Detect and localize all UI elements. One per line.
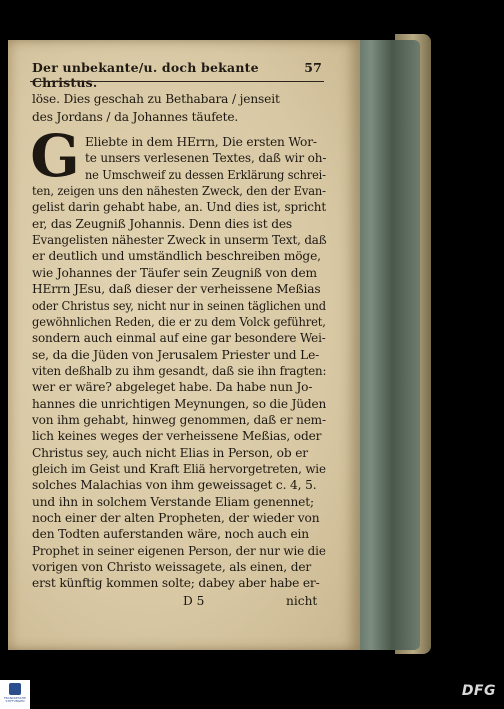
- text-line: gleich im Geist und Kraft Eliä hervorgetreten, wie: [32, 462, 326, 476]
- text-line: den Todten auferstanden wäre, noch auch ein: [32, 527, 309, 542]
- text-line: noch einer der alten Propheten, der wieder von: [32, 511, 320, 526]
- page-block-edge: [350, 40, 420, 650]
- text-line: se, da die Jüden von Jerusalem Priester und Le-: [32, 347, 320, 362]
- text-line: er, das Zeugniß Johannis. Denn dies ist des: [32, 216, 293, 231]
- text-line: wer er wäre? abgeleget habe. Da habe nun Jo-: [32, 380, 313, 395]
- page-number: 57: [304, 60, 322, 75]
- text-line: HErrn JEsu, daß dieser der verheissene Meßias: [32, 282, 321, 297]
- intro-line: löse. Dies geschah zu Bethabara / jenseit: [32, 92, 280, 106]
- running-title: Der unbekante/u. doch bekante Christus.: [32, 60, 259, 90]
- signature-mark: D 5: [183, 594, 205, 608]
- library-logo: [0, 680, 30, 709]
- text-line: Eliebte in dem HErrn, Die ersten Wor-: [85, 135, 317, 149]
- text-line: Christus sey, auch nicht Elias in Person, ob er: [32, 445, 308, 460]
- text-line: er deutlich und umständlich beschreiben möge,: [32, 249, 321, 264]
- text-line: lich keines weges der verheissene Meßias, oder: [32, 429, 322, 444]
- text-line: ne Umschweif zu dessen Erklärung schrei-: [85, 167, 326, 182]
- text-line: von ihm gehabt, hinweg genommen, daß er nem-: [32, 412, 326, 427]
- catchword: nicht: [286, 594, 318, 608]
- header-rule: [30, 81, 324, 82]
- text-line: viten deßhalb zu ihm gesandt, daß sie ihn fragten:: [32, 363, 327, 378]
- text-line: Evangelisten nähester Zweck in unserm Text, daß: [32, 233, 327, 248]
- dfg-logo: DFG: [461, 683, 496, 699]
- text-line: und ihn in solchem Verstande Eliam genennet;: [32, 494, 314, 509]
- text-line: erst künftig kommen solte; dabey aber habe er-: [32, 576, 320, 591]
- running-header: [32, 60, 322, 90]
- decorative-initial: G: [30, 122, 80, 190]
- text-line: solches Malachias von ihm geweissaget c. 4, 5.: [32, 478, 317, 493]
- text-line: ten, zeigen uns den nähesten Zweck, den der Evan-: [32, 184, 326, 199]
- intro-line: des Jordans / da Johannes täufete.: [32, 110, 239, 124]
- text-line: gewöhnlichen Reden, die er zu dem Volck geführet,: [32, 314, 326, 329]
- text-line: vorigen von Christo weissagete, als einen, der: [32, 560, 312, 575]
- text-line: oder Christus sey, nicht nur in seinen täglichen und: [32, 298, 326, 313]
- text-line: te unsers verlesenen Textes, daß wir oh-: [85, 151, 327, 166]
- text-line: hannes die unrichtigen Meynungen, so die Jüden: [32, 396, 327, 411]
- text-line: Prophet in seiner eigenen Person, der nur wie die: [32, 543, 326, 558]
- text-line: sondern auch einmal auf eine gar besondere Wei-: [32, 331, 326, 346]
- library-logo-text: FRANCKESCHE STIFTUNGEN: [3, 696, 27, 704]
- text-line: wie Johannes der Täufer sein Zeugniß von dem: [32, 265, 317, 280]
- library-logo-icon: [9, 683, 21, 695]
- text-line: gelist darin gehabt habe, an. Und dies ist, spricht: [32, 200, 327, 215]
